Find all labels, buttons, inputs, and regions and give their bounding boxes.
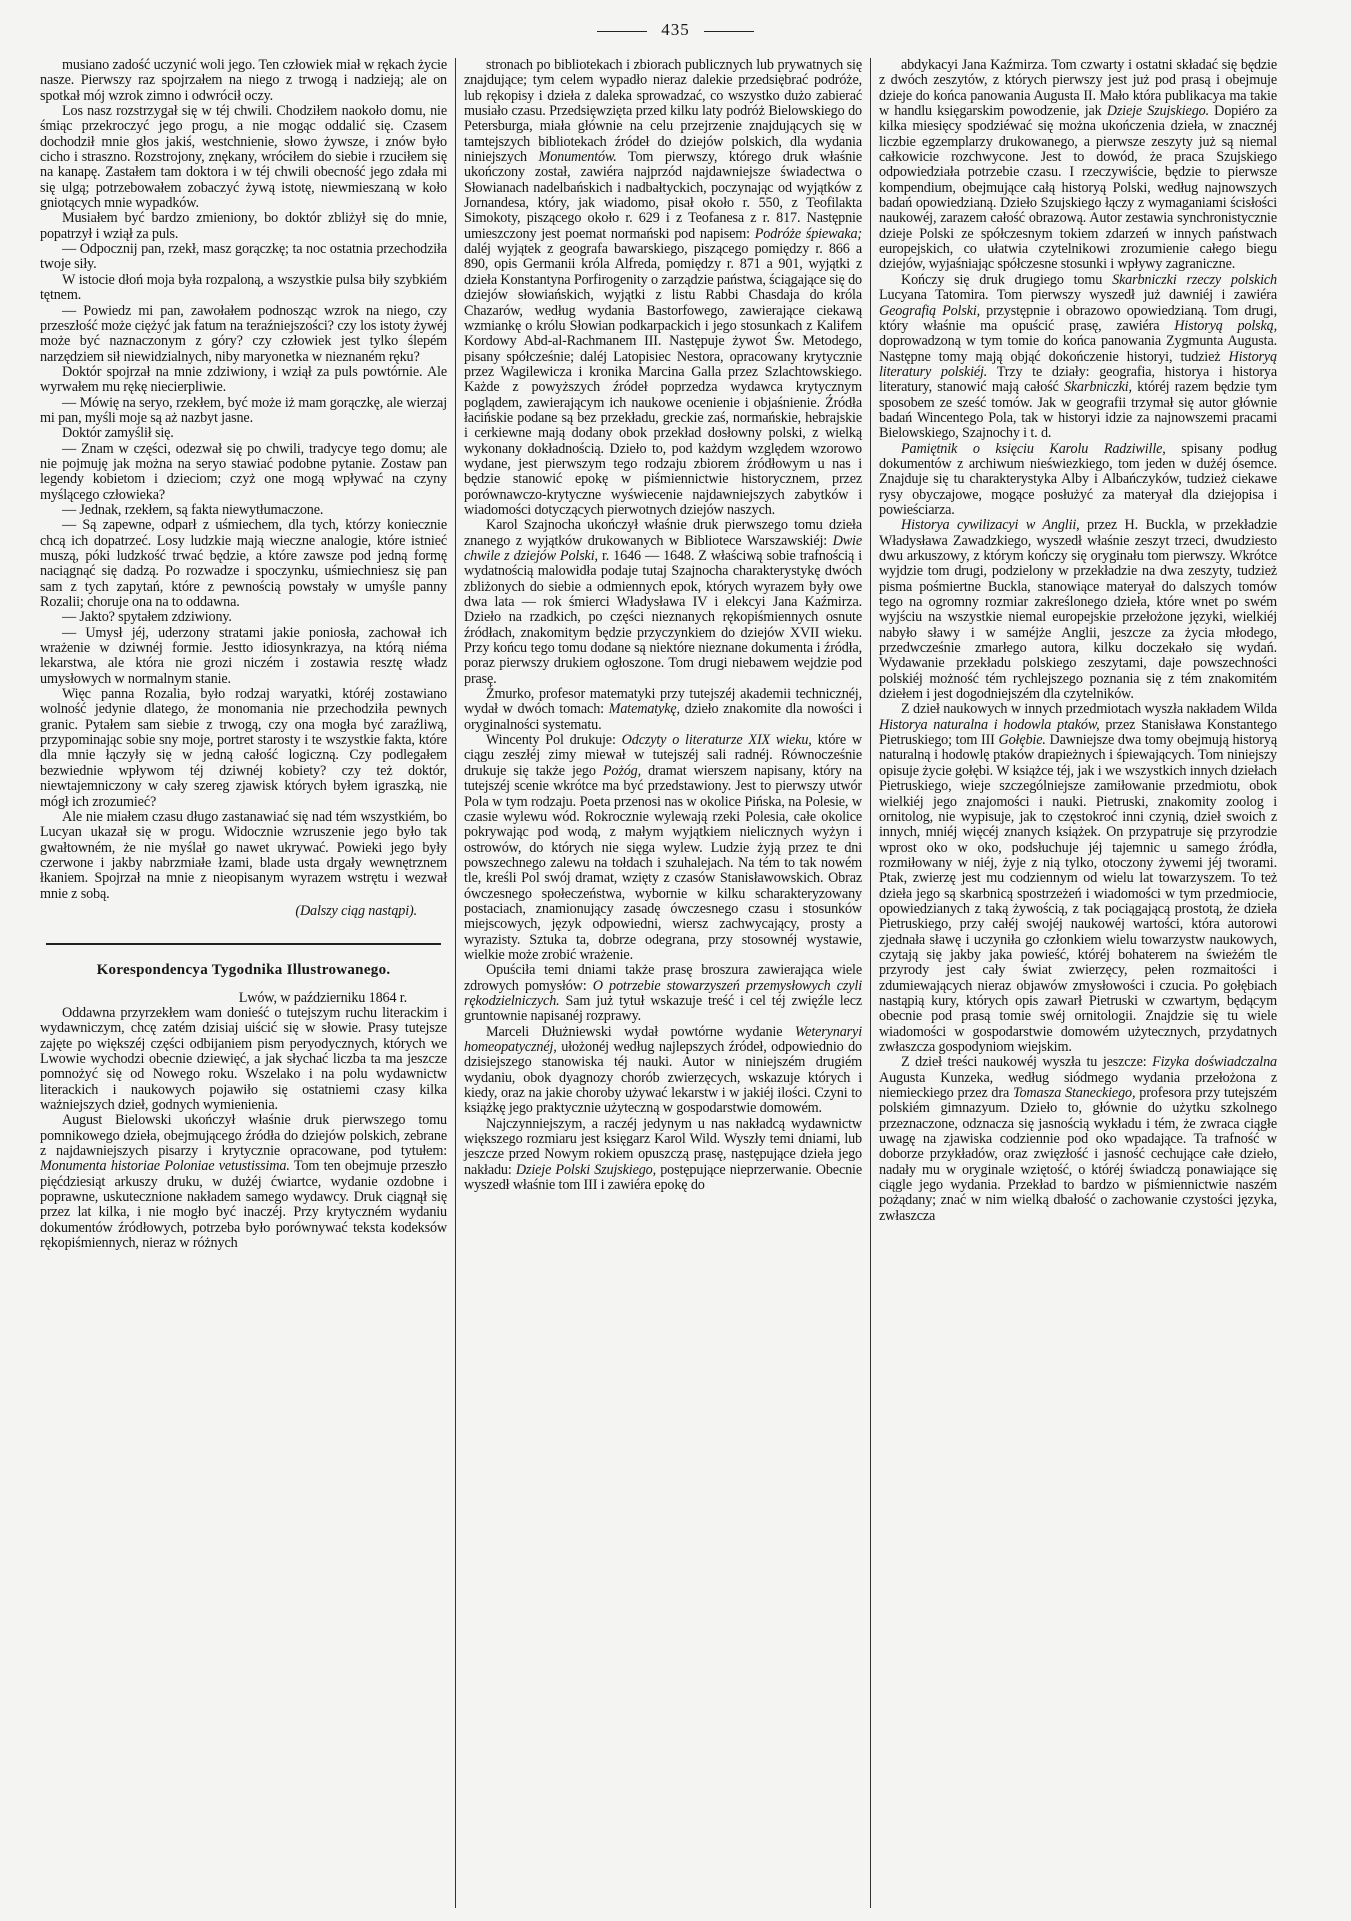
- italic-title: Dwie chwile z dziejów Polski,: [464, 532, 862, 564]
- text-run: Wincenty Pol drukuje:: [486, 732, 622, 749]
- text-run: — Jednak, rzekłem, są fakta niewytłumaczone.: [62, 501, 324, 518]
- text-run: Karol Szajnocha ukończył właśnie druk pierwszego tomu dzieła znanego z wyjątków drukowanych w Bibliotece Warszawskiéj:: [464, 517, 862, 549]
- text-run: ułożonéj według najlepszych źródeł, odpowiednio do dzisiejszego stanowiska téj nauki. Autor w niniejszém drugiém wydaniu, obok dyagnozy chorób zwierzęcych, wskazuje których i kiedy, oraz na jakie choroby używać lekarstw i w jakiéj ilości. Czyni to książkę jego praktycznie użyteczną w gospodarstwie domowém.: [464, 1039, 862, 1117]
- text-run: które w ciągu zeszłéj zimy miewał w tutejszéj sali radnéj. Równocześnie drukuje się także jego: [464, 732, 862, 779]
- text-run: Ale nie miałem czasu długo zastanawiać się nad tém wszystkiém, bo Lucyan ukazał się w progu. Widocznie wzruszenie jego było tak gwałtowném, że nie myślał go nawet ukrywać. Powieki jego były czerwone i jakby nabrzmiałe łzami, blade usta drgały wewnętrznem łkaniem. Spojrzał na mnie z nieopisanym wyrazem wstrętu i wezwał mnie z sobą.: [40, 808, 447, 902]
- text-run: — Mówię na seryo, rzekłem, być może iż mam gorączkę, ale wierzaj mi pan, myśli moje są aż nazbyt jasne.: [40, 394, 447, 426]
- section-heading: [40, 963, 447, 978]
- dateline: [40, 991, 407, 1006]
- italic-title: Gołębie.: [998, 732, 1046, 749]
- italic-title: Tomasza Staneckiego,: [1013, 1085, 1136, 1102]
- paragraph: [40, 1006, 447, 1113]
- italic-title: Matematykę,: [608, 701, 680, 718]
- paragraph: [40, 304, 447, 365]
- paragraph: [40, 426, 447, 441]
- paragraph: [40, 442, 447, 503]
- paragraph: [40, 626, 447, 687]
- text-run: Opuściła temi dniami także prasę broszura zawierająca wiele zdrowych pomysłów:: [464, 962, 862, 994]
- text-run: Tom pierwszy, którego druk właśnie ukończony został, zawiéra najprzód najdawniejsze świadectwa o Słowianach nadelbańskich i nadbałtyckich, poczynając od wyjątków z Jornandesa, który, jak wiadomo, pisał około r. 550, z Teofilakta Simokoty, piszącego około r. 629 i z Teofanesa z r. 817. Następnie umieszczony jest poemat normański pod napisem:: [464, 149, 862, 242]
- italic-title: Odczyty o literaturze XIX wieku,: [621, 732, 812, 749]
- paragraph: [40, 104, 447, 211]
- italic-title: Historya naturalna i hodowla ptaków,: [879, 716, 1100, 733]
- text-run: Żmurko, profesor matematyki przy tutejszéj akademii technicznéj, wydał w dwóch tomach:: [464, 686, 862, 718]
- text-run: Doktór spojrzał na mnie zdziwiony, i wziął za puls powtórnie. Ale wyrwałem mu rękę niecierpliwie.: [40, 363, 447, 396]
- paragraph: [879, 1055, 1277, 1224]
- text-run: Sam już tytuł wskazuje treść i cel téj zwięźle lecz gruntownie napisanéj rozprawy.: [464, 992, 862, 1025]
- text-run: W istocie dłoń moja była rozpaloną, a wszystkie pulsa biły szybkiém tętnem.: [40, 271, 447, 304]
- text-run: dzieło znakomite dla nowości i oryginalności systematu.: [464, 701, 862, 733]
- paragraph: [40, 503, 447, 518]
- text-run: Tom ten obejmuje przeszło pięćdziesiąt arkuszy druku, w dużéj ćwiartce, wydanie ozdobne i poprawne, uskutecznione nakładem samego wydawcy. Druk ciągnął się przez lat kilka, i nie mogło być inaczéj. Przy krytyczném wydaniu dokumentów źródłowych, potrzeba było porównywać teksta kodeksów rękopiśmiennych, nieraz w różnych: [40, 1158, 447, 1252]
- text-run: postępujące nieprzerwanie. Obecnie wyszedł właśnie tom III i zawiéra epokę do: [464, 1161, 862, 1194]
- paragraph: [464, 733, 862, 963]
- text-run: Więc panna Rozalia, było rodzaj waryatki, któréj zostawiano wolność jedynie dlatego, że monomania nie przechodziła pewnych granic. Pytałem sam siebie z trwogą, czy ona mogła być zaraźliwą, przypominając sobie sny moje, portret starosty i te wszystkie fakta, które dla mnie łączyły się w jedną całość logiczną. Czy podlegałem bezwiednie wpływom téj dziwnéj kobiety? czy też doktór, niewtajemniczony w cały szereg zjawisk których byłem igraszką, nie mógł ich zrozumieć?: [40, 686, 447, 810]
- paragraph: [879, 518, 1277, 702]
- text-run: musiano zadość uczynić woli jego. Ten człowiek miał w rękach życie nasze. Pierwszy raz spojrzałem na niego z trwogą i nadzieją; ale on spotkał mój wzrok zimno i odwrócił oczy.: [40, 58, 447, 104]
- italic-title: Fizyka doświadczalna: [1152, 1054, 1277, 1071]
- paragraph: [40, 211, 447, 242]
- section-divider: [46, 943, 441, 945]
- text-run: Oddawna przyrzekłem wam donieść o tutejszym ruchu literackim i wydawniczym, chcę zatém dzisiaj uiścić się w słowie. Prasy tutejsze zajęte po większéj części odbijaniem pism peryodycznych, których we Lwowie wychodzi obecnie dziewięć, a jak słychać liczba ta ma jeszcze pomnożyć się od Nowego roku. Wszelako i na polu wydawnictw literackich i naukowych pojawiło się ostatniemi czasy kilka ważniejszych dzieł, godnych wymienienia.: [40, 1004, 447, 1113]
- paragraph: [40, 610, 447, 625]
- paragraph: [464, 1117, 862, 1194]
- text-run: Lwów, w październiku 1864 r.: [238, 989, 407, 1006]
- text-run: któréj razem będzie tym sposobem ze sześć tomów. Jak w geografii trzymał się autor głównie badań Wincentego Pola, tak w historyi idzie za najnowszemi pracami Bielowskiego, Szajnochy i t. d.: [879, 379, 1277, 442]
- paragraph: [464, 1025, 862, 1117]
- paragraph: [40, 1113, 447, 1251]
- text-run: — Umysł jéj, uderzony stratami jakie poniosła, zachował ich wrażenie w dziwnéj formie. Jestto idiosynkrazya, na którą niéma lekarstwa, ale która nie grozi niczém i zostawia resztę władz umysłowych w normalnym stanie.: [40, 624, 447, 687]
- text-run: Doktór zamyślił się.: [62, 425, 174, 442]
- paragraph: [879, 442, 1277, 519]
- text-run: — Jakto? spytałem zdziwiony.: [62, 609, 232, 626]
- text-run: — Znam w części, odezwał się po chwili, tradycye tego domu; ale nie pojmuję jak można na seryo stawiać podobne pytanie. Zostaw pan legendy kobietom i dzieciom; czyż one mogą wpływać na czyny myślącego człowieka?: [40, 440, 447, 503]
- italic-title: Geografią Polski,: [879, 302, 981, 319]
- continuation-note: [40, 904, 417, 919]
- italic-title: Weterynaryi homeopatycznéj,: [464, 1023, 862, 1055]
- text-run: Z dzieł naukowych w innych przedmiotach wyszła nakładem Wilda: [901, 701, 1277, 718]
- text-run: r. 1646 — 1648. Z właściwą sobie trafnością i wydatnością malowidła podaje tutaj Szajnocha charakterystykę dwóch zbliżonych do siebie a odmiennych epok, których wyrazem były owe dwa lata — rok śmierci Władysława IV i elekcyi Jana Kaźmirza. Dzieło na rzadkich, po części nieznanych rękopiśmiennych osnute źródłach, znakomitym będzie przyczynkiem do dziejów XVII wieku. Przy końcu tego tomu dodane są niektóre nieznane dokumenta i źródła, poraz pierwszy drukiem ogłoszone. Tom drugi niebawem wejdzie pod prasę.: [464, 548, 862, 687]
- italic-title: Skarbniczki rzeczy polskich: [1112, 271, 1277, 288]
- paragraph: [40, 365, 447, 396]
- text-run: daléj wyjątek z geografa bawarskiego, piszącego pomiędzy r. 866 a 890, opis Germanii króla Alfreda, pomiędzy r. 871 a 901, wyjątki z dzieła Konstantyna Porfirogenity o zarządzie państwa, ściągające się do dziejów słowiańskich, wyjątki z listu Rabbi Chasdaja do króla Chazarów, według wydania Bastorfowego, zawierające ciekawą wzmiankę o królu Słowian podkarpackich i jego stosunkach z Kalifem Kordowy Abd-al-Rachmanem III. Następuje żywot Św. Metodego, pisany spółcześnie; daléj Latopisiec Nestora, opracowany krytycznie przez Wagilewicza i kronika Marcina Galla przez Szlachtowskiego. Każde z powyższych źródeł poprzedza wydawca krytycznym poglądem, zawierającym ich naukowe ocenienie i objaśnienie. Źródła łacińskie podane są bez przekładu, greckie zaś, normańskie, hebrajskie i cerkiewne mają dodany obok przekład dosłowny polski, z wielką wykonany dokładnością. Dzieło to, pod każdym względem wzorowo wydane, jest pierwszym tego rodzaju zbiorem źródłowym u nas i będzie stanowić epokę w piśmiennictwie historycznem, przez porównawczo-krytyczne wyświecenie najdawniejszych zabytków i wiadomości dotyczących pierwotnych dziejów naszych.: [464, 241, 862, 518]
- text-run: Los nasz rozstrzygał się w téj chwili. Chodziłem naokoło domu, nie śmiąc przekroczyć jego progu, a nie mogąc oddalić się. Czasem dochodził mnie głos jakiś, westchnienie, słowo żywsze, i znów było cicho i straszno. Rozstrojony, znękany, wróciłem do siebie i rzuciłem się na kanapę. Zastałem tam doktora i w téj chwili obecność jego zdała mi się ulgą; potrzebowałem zobaczyć żywą istotę, niewmieszaną w koło gniotących mnie wypadków.: [40, 103, 447, 212]
- paragraph: [879, 58, 1277, 273]
- text-run: Dawniejsze dwa tomy obejmują historyą naturalną i hodowlę ptaków drapieżnych i śpiewających. Tom niniejszy opisuje życie gołębi. W książce téj, jak i we wszystkich innych dziełach Pietruskiego, wieje szczególniejsze zamiłowanie przedmiotu, obok wielkiéj jego znajomości i nauki. Pietruski, znakomity zoolog i ornitolog, nie wypisuje, jak to częstokroć inni czynią, dzieł swoich z innych, mniéj więcéj znanych książek. On przypatruje się przyrodzie wprost oko w oko, podsłuchuje jéj tajemnic u samego źródła, rozmiłowany w niéj, żyje z nią tylko, otoczony żywemi jéj tworami. Ptak, zwierzę jest mu codziennym od wielu lat towarzyszem. To też dzieła jego są skarbnicą spostrzeżeń i wiadomości w tym przedmiocie, opowiedzianych z taką żywością, z tak pociągającą prostotą, że dzieła Pietruskiego, przy całéj swojéj naukowéj wartości, która autorowi zjednała sławę i uczyniła go członkiem wielu towarzystw naukowych, czytają się jakby jaka powieść, któréj bohaterem na świeżém tle przyrody jest cały świat zwierzęcy, pełen rozmaitości i zdumiewających nieraz objawów zmysłowości i czucia. Po gołębiach nastąpią kury, których opis zawarł Pietruski w czwartym, będącym obecnie pod prasą tomie swéj ornitologii. Znajdzie się tu wiele wiadomości w gospodarstwie domowém użytecznych, przydatnych zwłaszcza gospodyniom wiejskim.: [879, 732, 1277, 1055]
- text-run: — Są zapewne, odparł z uśmiechem, dla tych, którzy koniecznie chcą ich dopatrzeć. Losy ludzkie mają wieczne analogie, które istnieć muszą, póki ludzkość trwać będzie, a które zawsze pod jedną formę naciągnąć się dadzą. Po rozwadze i spoczynku, uśmiechniesz się pan sam z tych zapytań, które z pewnością powstały w umyśle panny Rozalii; choruje ona na to oddawna.: [40, 517, 447, 611]
- text-run: Kończy się druk drugiego tomu: [901, 271, 1113, 288]
- text-run: — Powiedz mi pan, zawołałem podnosząc wzrok na niego, czy przeszłość może ciężyć jak fatum na teraźniejszości? czy los istoty żywéj może być naznaczonym z góry? czy człowiek jest tylko ślepém narzędziem sił niewidzialnych, niby maryonetka w nieznaném ręku?: [40, 302, 447, 365]
- italic-title: Historya cywilizacyi w Anglii,: [901, 517, 1080, 534]
- italic-title: Monumenta historiae Poloniae vetustissima.: [40, 1158, 290, 1175]
- italic-title: Pożóg,: [602, 762, 641, 779]
- paragraph: [464, 58, 862, 518]
- italic-title: Pamiętnik o księciu Karolu Radziwille,: [901, 440, 1166, 457]
- text-run: przez Stanisława Konstantego Pietruskiego; tom III: [879, 716, 1277, 749]
- page-number-header: [0, 20, 1351, 40]
- text-run: Marceli Dłużniewski wydał powtórne wydanie: [486, 1023, 795, 1040]
- text-run: Najczynniejszym, a raczéj jedynym u nas nakładcą wydawnictw większego rozmiaru jest księgarz Karol Wild. Wyszły temi dniami, lub jeszcze przed Nowym rokiem opuszczą prasę, następujące dzieła jego nakładu:: [464, 1115, 862, 1178]
- text-run: doprowadzoną w tym tomie do końca panowania Zygmunta Augusta. Następne tomy mają objąć dokończenie historyi, tudzież: [879, 333, 1277, 365]
- paragraph: [464, 687, 862, 733]
- text-run: przystępnie i obrazowo opowiedzianą. Tom drugi, który właśnie ma opuścić prasę, zawiéra: [879, 302, 1277, 334]
- text-run: Z dzieł treści naukowéj wyszła tu jeszcze:: [901, 1054, 1153, 1071]
- italic-title: Dzieje Szujskiego.: [1106, 103, 1209, 120]
- text-run: stronach po bibliotekach i zbiorach publicznych lub prywatnych się znajdujące; tym celem wypadło nieraz dalekie przedsiębrać podróże, lub rękopisy i dzieła z daleka sprowadzać, co wszystko dużo zabierać musiało czasu. Przedsięwzięta przed kilku laty podróż Bielowskiego do Petersburga, miała głównie na celu przejrzenie znajdujących się w tamtejszych bibliotekach źródeł do dziejów polskich, dla wydania niniejszych: [464, 58, 862, 166]
- paragraph: [464, 518, 862, 687]
- page-number: 435: [661, 20, 690, 39]
- paragraph: [40, 58, 447, 104]
- italic-title: Monumentów.: [538, 149, 617, 166]
- divider: [597, 31, 647, 32]
- text-run: dramat wierszem napisany, który na tutejszéj scenie wkrótce ma być przedstawiony. Jest to pierwszy utwór Pola w tym rodzaju. Poeta przenosi nas w okolice Pińska, na Polesie, w czasie wylewu wód. Rokrocznie wylewają rzeki Polesia, całe okolice pokrywając pod wodą, z małym wyjątkiem nielicznych wyżyn i ostrowów, do których nie sięga wylew. Ludzie żyją przez te dni powszechnego zalewu na tołdach i szuhalejach. Na tém to tak nowém tle, kreśli Pol swój dramat, wzięty z czasów Stanisławowskich. Obraz ówczesnego społeczeństwa, wybornie w kilku scharakteryzowany postaciach, znamionujący zasadę ówczesnego czasu i stosunków miejscowych, język odpowiedni, wiersz zachwycający, prosty a wyrazisty. Sztuka ta, dobrze odegrana, przy stosownéj wystawie, wielkie może zrobić wrażenie.: [464, 762, 862, 963]
- paragraph: [464, 963, 862, 1024]
- paragraph: [40, 273, 447, 304]
- text-run: Korespondencya Tygodnika Illustrowanego.: [96, 962, 391, 979]
- divider: [704, 31, 754, 32]
- italic-title: Dzieje Polski Szujskiego,: [515, 1161, 657, 1178]
- text-run: Dopiéro za kilka miesięcy spodziéwać się można ukończenia dzieła, w znacznéj liczbie egzemplarzy drukowanego, a pierwsze zeszyty już są niemal całkowicie rozchwycone. Jest to dowód, że praca Szujskiego odpowiedziała potrzebie czasu. I rzeczywiście, będzie to pierwsze kompendium, obejmujące całą historyą Polski, według najnowszych badań opowiedzianą. Dzieło Szujskiego łączy z wymaganiami ścisłości naukowéj, zarazem całość obrazową. Autor zestawia synchronistycznie dzieje Polski ze spółczesnym tokiem zdarzeń w innych państwach europejskich, co ułatwia czytelnikowi zrozumienie całego biegu dziejów, wyjaśniając spółczesne stosunki i wpływy zagraniczne.: [879, 103, 1277, 273]
- text-run: Musiałem być bardzo zmieniony, bo doktór zbliżył się do mnie, popatrzył i wziął za puls.: [40, 210, 447, 242]
- italic-title: Historyą polską,: [1174, 317, 1277, 334]
- paragraph: [879, 702, 1277, 1055]
- italic-title: Historyą literatury polskiéj.: [879, 348, 1277, 380]
- italic-title: O potrzebie stowarzyszeń przemysłowych czyli rękodzielniczych.: [464, 977, 862, 1009]
- text-run: profesora przy tutejszém polskiém gimnazyum. Dzieło to, głównie do użytku szkolnego przeznaczone, odznacza się jasnością wykładu i tém, że zwraca ciągłe uwagę na zjawiska codziennie pod oko wpadające. Ta trafność w doborze przykładów, oraz zwięzłość i jasność cechujące całe dzieło, nadały mu w oryginale wziętość, o któréj świadczą ponawiające się ciągle jego wydania. Przekład to bardzo w piśmiennictwie naszém pożądany; znać w nim wielką dbałość o zachowanie czystości języka, zwłaszcza: [879, 1085, 1277, 1224]
- italic-title: Skarbniczki,: [1063, 379, 1132, 396]
- text-run: (Dalszy ciąg nastąpi).: [295, 902, 417, 919]
- paragraph: [40, 810, 447, 902]
- text-run: Augusta Kunzeka, według siódmego wydania przełożona z niemieckiego przez dra: [879, 1069, 1277, 1102]
- text-run: przez H. Buckla, w przekładzie Władysława Zawadzkiego, wyszedł właśnie zeszyt trzeci, dwudziesto dwu arkuszowy, z którym kończy się oryginału tom pierwszy. Wkrótce wyjdzie tom drugi, podzielony w przekładzie na dwa zeszyty, tudzież pisma pośmiertne Buckla, stanowiące materyał do dalszych tomów tego na ogromny rozmiar zakreślonego dzieła, które wnet po swém wyjściu na wszystkie niemal europejskie przełożone języki, wielkiéj nabyło sławy i w saméjże Anglii, jeszcze za życia młodego, przedwcześnie zmarłego autora, kilku doczekało się wydań. Wydawanie przekładu polskiego zeszytami, daje powszechności polskiéj możność tém rychlejszego poznania się z tém znakomitém dziełem i jest dogodniejszém dla czytelników.: [879, 517, 1277, 703]
- text-run: Lucyana Tatomira. Tom pierwszy wyszedł już dawniéj i zawiéra: [879, 287, 1277, 304]
- text-run: spisany podług dokumentów z archiwum nieświezkiego, tom jeden w dużéj ósemce. Znajduje się tu charakterystyka Alby i Albańczyków, tudzież ciekawe rysy obyczajowe, mogące posłużyć za materyał dla dziejopisa i powieściarza.: [879, 440, 1277, 518]
- column-1: [40, 58, 455, 1908]
- paragraph: [40, 687, 447, 810]
- italic-title: Podróże śpiewaka;: [754, 225, 863, 242]
- text-run: August Bielowski ukończył właśnie druk pierwszego tomu pomnikowego dzieła, obejmującego źródła do dziejów polskich, zebrane z najdawniejszych pisarzy i krytycznie opracowane, pod tytułem:: [40, 1112, 447, 1160]
- column-2: [455, 58, 870, 1908]
- text-run: — Odpocznij pan, rzekł, masz gorączkę; ta noc ostatnia przechodziła twoje siły.: [40, 241, 447, 273]
- column-3: [870, 58, 1285, 1908]
- paragraph: [40, 518, 447, 610]
- newspaper-columns: [40, 58, 1323, 1908]
- paragraph: [40, 396, 447, 427]
- paragraph: [40, 242, 447, 273]
- paragraph: [879, 273, 1277, 442]
- text-run: abdykacyi Jana Kaźmirza. Tom czwarty i ostatni składać się będzie z dwóch zeszytów, z których pierwszy jest już pod prasą i obejmuje dzieje do końca panowania Augusta II. Mało która publikacya ma takie w handlu księgarskim powodzenie, jak: [879, 58, 1277, 120]
- text-run: Trzy te działy: geografia, historya i historya literatury, stanowić mają całość: [879, 363, 1277, 396]
